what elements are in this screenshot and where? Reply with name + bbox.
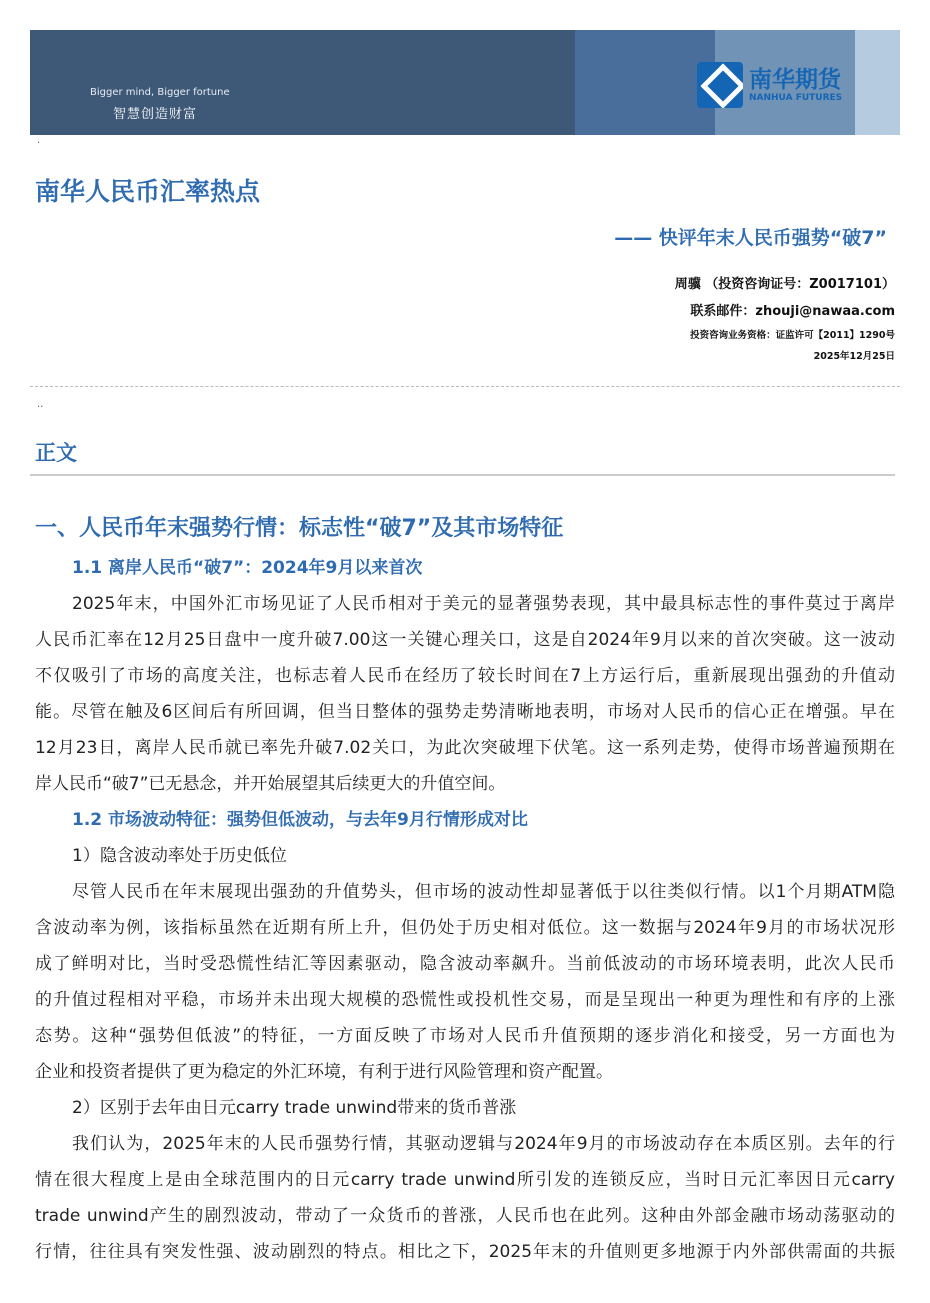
heading-2: 1.2 市场波动特征：强势但低波动，与去年9月行情形成对比 <box>72 810 528 830</box>
paragraph-line: 尽管人民币在年末展现出强劲的升值势头，但市场的波动性却显著低于以往类似行情。以1个月期ATM隐 <box>72 882 895 902</box>
banner-main <box>30 30 575 135</box>
date: 2025年12月25日 <box>813 351 895 362</box>
logo-mark-icon <box>697 62 743 108</box>
logo-cn: 南华期货 <box>749 67 841 93</box>
heading-1: 一、人民币年末强势行情：标志性“破7”及其市场特征 <box>35 516 564 541</box>
paragraph-line: 态势。这种“强势但低波”的特征，一方面反映了市场对人民币升值预期的逐步消化和接受，另一方面也为 <box>35 1026 895 1046</box>
paragraph-line: 12月23日，离岸人民币就已率先升破7.02关口，为此次突破埋下伏笔。这一系列走势，使得市场普遍预期在 <box>35 738 895 758</box>
paragraph-line: 能。尽管在触及6区间后有所回调，但当日整体的强势走势清晰地表明，市场对人民币的信心正在增强。早在 <box>35 702 895 722</box>
paragraph-line: 我们认为，2025年末的人民币强势行情，其驱动逻辑与2024年9月的市场波动存在本质区别。去年的行 <box>72 1134 895 1154</box>
paragraph-line: 的升值过程相对平稳，市场并未出现大规模的恐慌性或投机性交易，而是呈现出一种更为理性和有序的上涨 <box>35 990 895 1010</box>
paragraph-line: trade unwind产生的剧烈波动，带动了一众货币的普涨，人民币也在此列。这种由外部金融市场动荡驱动的 <box>35 1206 895 1226</box>
paragraph-line: 人民币汇率在12月25日盘中一度升破7.00这一关键心理关口，这是自2024年9月以来的首次突破。这一波动 <box>35 630 895 650</box>
divider <box>30 474 895 476</box>
paragraph-line: 成了鲜明对比，当时受恐慌性结汇等因素驱动，隐含波动率飙升。当前低波动的市场环境表明，此次人民币 <box>35 954 895 974</box>
author: 周骥 （投资咨询证号：Z0017101） <box>674 277 895 292</box>
dot: ·· <box>37 402 44 413</box>
paragraph-line: 2025年末，中国外汇市场见证了人民币相对于美元的显著强势表现，其中最具标志性的事件莫过于离岸 <box>72 594 895 614</box>
heading-2: 1.1 离岸人民币“破7”：2024年9月以来首次 <box>72 558 423 578</box>
paragraph-line: 含波动率为例，该指标虽然在近期有所上升，但仍处于历史相对低位。这一数据与2024年9月的市场状况形 <box>35 918 895 938</box>
paragraph-line: 情在很大程度上是由全球范围内的日元carry trade unwind所引发的连锁反应，当时日元汇率因日元carry <box>35 1170 895 1190</box>
divider <box>30 386 900 387</box>
paragraph-line: 岸人民币“破7”已无悬念，并开始展望其后续更大的升值空间。 <box>35 774 506 794</box>
slogan-en: Bigger mind, Bigger fortune <box>90 87 230 98</box>
report-title: 南华人民币汇率热点 <box>35 177 261 206</box>
dot: · <box>37 138 41 149</box>
report-subtitle: —— 快评年末人民币强势“破7” <box>614 227 887 249</box>
banner-block <box>855 30 900 135</box>
license: 投资咨询业务资格：证监许可【2011】1290号 <box>690 330 895 341</box>
paragraph-line: 1）隐含波动率处于历史低位 <box>72 846 287 866</box>
paragraph-line: 2）区别于去年由日元carry trade unwind带来的货币普涨 <box>72 1098 517 1118</box>
paragraph-line: 行情，往往具有突发性强、波动剧烈的特点。相比之下，2025年末的升值则更多地源于内外部供需面的共振 <box>35 1242 895 1262</box>
slogan-cn: 智慧创造财富 <box>113 107 198 122</box>
body-text <box>35 550 895 1270</box>
paragraph-line: 不仅吸引了市场的高度关注，也标志着人民币在经历了较长时间在7上方运行后，重新展现出强劲的升值动 <box>35 666 895 686</box>
banner-block <box>575 30 715 135</box>
email: 联系邮件：zhouji@nawaa.com <box>690 304 895 319</box>
nanhua-logo <box>697 62 842 108</box>
paragraph-line: 企业和投资者提供了更为稳定的外汇环境，有利于进行风险管理和资产配置。 <box>35 1062 613 1082</box>
logo-en: NANHUA FUTURES <box>749 93 843 103</box>
section-heading: 正文 <box>35 441 77 465</box>
